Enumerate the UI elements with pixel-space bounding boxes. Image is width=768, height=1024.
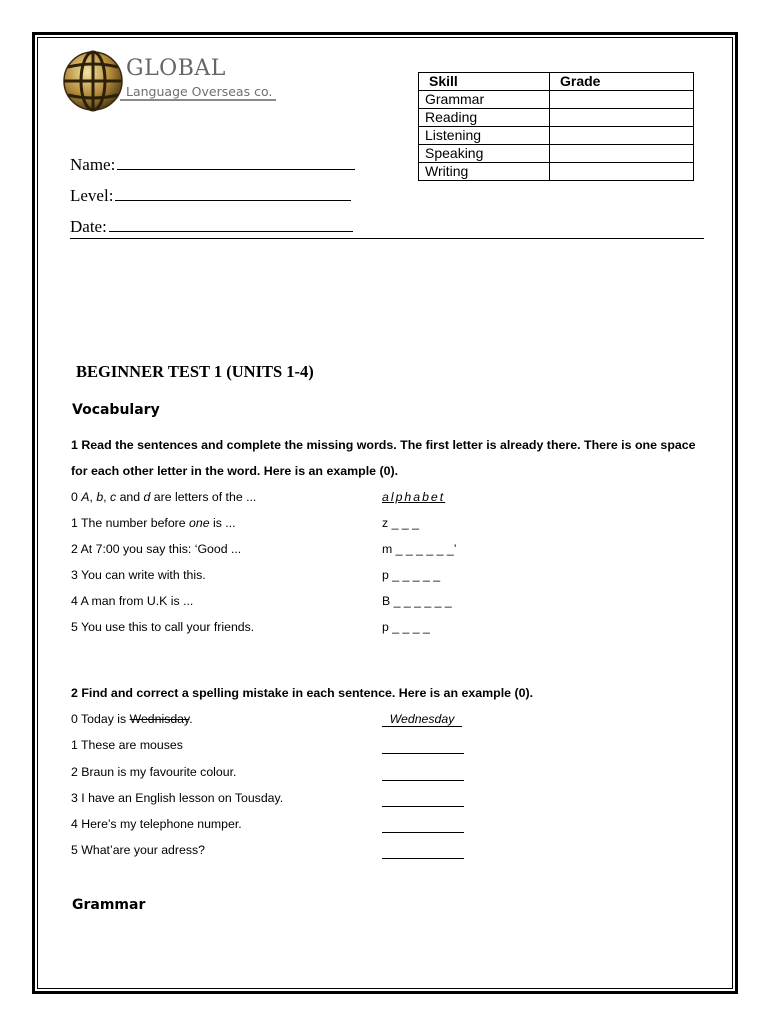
exercise-1-answer[interactable]: B _ _ _ _ _ _ xyxy=(382,594,452,608)
level-line[interactable] xyxy=(115,199,351,201)
exercise-2-instruction: 2 Find and correct a spelling mistake in each sentence. Here is an example (0). xyxy=(71,686,534,700)
name-line[interactable] xyxy=(117,168,355,170)
grade-cell[interactable] xyxy=(550,145,694,163)
company-logo xyxy=(62,50,292,112)
exercise-2-answer-blank[interactable] xyxy=(382,805,464,807)
exercise-1-item: 5 You use this to call your friends. xyxy=(71,620,255,634)
exercise-2-example-answer: Wednesday xyxy=(382,712,462,727)
exercise-2-item: 1 These are mouses xyxy=(71,738,183,752)
exercise-1-answer[interactable]: p _ _ _ _ xyxy=(382,620,430,634)
skill-header: Skill xyxy=(419,73,550,91)
exercise-1-instruction: 1 Read the sentences and complete the missing words. The first letter is already there. There is one space for each other letter in the word. Here is an example (0). xyxy=(71,438,696,478)
date-label: Date: xyxy=(70,217,107,236)
skill-cell: Grammar xyxy=(419,91,550,109)
exercise-2-item: 3 I have an English lesson on Tousday. xyxy=(71,791,284,805)
exercise-2-example: 0 Today is Wednisday. xyxy=(71,712,193,726)
name-field xyxy=(70,155,355,175)
exercise-2-answer-blank[interactable] xyxy=(382,752,464,754)
logo-wordmark: GLOBAL xyxy=(126,56,226,81)
exercise-2-answer-blank[interactable] xyxy=(382,779,464,781)
level-label: Level: xyxy=(70,186,114,205)
level-field xyxy=(70,186,351,206)
exercise-2-answer-blank[interactable] xyxy=(382,831,464,833)
exercise-1-example-answer: alphabet xyxy=(382,490,446,504)
exercise-1-example: 0 A, b, c and d are letters of the ... xyxy=(71,490,257,504)
table-row xyxy=(419,145,694,163)
globe-icon xyxy=(62,50,124,112)
grade-cell[interactable] xyxy=(550,127,694,145)
grade-cell[interactable] xyxy=(550,163,694,181)
exercise-1-item: 2 At 7:00 you say this: ‘Good ... xyxy=(71,542,242,556)
table-row xyxy=(419,127,694,145)
skill-cell: Speaking xyxy=(419,145,550,163)
table-row xyxy=(419,163,694,181)
grade-header: Grade xyxy=(550,73,694,91)
skill-cell: Reading xyxy=(419,109,550,127)
grammar-heading: Grammar xyxy=(72,897,146,913)
skills-grade-table xyxy=(418,72,694,181)
table-row xyxy=(419,91,694,109)
table-row xyxy=(419,109,694,127)
grade-cell[interactable] xyxy=(550,91,694,109)
skill-cell: Listening xyxy=(419,127,550,145)
logo-subtitle: Language Overseas co. xyxy=(120,84,276,101)
exercise-1-answer[interactable]: z _ _ _ xyxy=(382,516,419,530)
date-line[interactable] xyxy=(109,230,353,232)
vocabulary-heading: Vocabulary xyxy=(72,402,160,418)
exercise-1-item: 3 You can write with this. xyxy=(71,568,206,582)
exercise-2-item: 4 Here’s my telephone numper. xyxy=(71,817,242,831)
header-divider xyxy=(70,238,704,239)
exercise-1-item: 1 The number before one is ... xyxy=(71,516,236,530)
exercise-2-item: 5 What’are your adress? xyxy=(71,843,205,857)
exercise-1-item: 4 A man from U.K is ... xyxy=(71,594,194,608)
table-header-row xyxy=(419,73,694,91)
grade-cell[interactable] xyxy=(550,109,694,127)
exercise-1-answer[interactable]: p _ _ _ _ _ xyxy=(382,568,441,582)
skill-cell: Writing xyxy=(419,163,550,181)
test-title: BEGINNER TEST 1 (UNITS 1-4) xyxy=(76,362,314,381)
exercise-2-item: 2 Braun is my favourite colour. xyxy=(71,765,237,779)
exercise-2-answer-blank[interactable] xyxy=(382,857,464,859)
exercise-1-answer[interactable]: m _ _ _ _ _ _’ xyxy=(382,542,457,556)
date-field xyxy=(70,217,353,237)
name-label: Name: xyxy=(70,155,116,174)
